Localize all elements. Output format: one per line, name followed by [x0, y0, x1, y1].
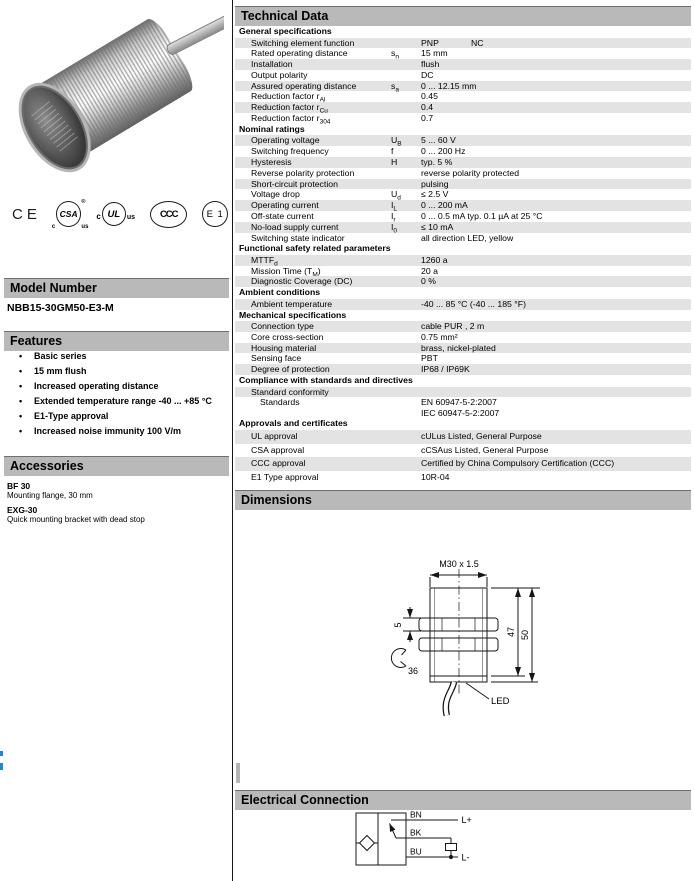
spec-value: 1260 a [421, 254, 448, 265]
sensor-barrel-image [18, 15, 198, 169]
spec-symbol [391, 471, 421, 485]
spec-value: PBT [421, 353, 438, 364]
spec-section-header: Mechanical specifications [239, 309, 347, 320]
sensor-symbol-icon [356, 836, 379, 851]
spec-label: Short-circuit protection [251, 178, 338, 189]
spec-symbol [391, 255, 421, 266]
spec-value: cULus Listed, General Purpose [421, 430, 542, 441]
spec-symbol [391, 353, 421, 364]
thread-dimension-label: M30 x 1.5 [439, 559, 479, 569]
spec-symbol [391, 343, 421, 354]
spec-row [235, 91, 691, 102]
accessory-name: EXG-30 [7, 504, 38, 515]
bullet-icon: • [19, 351, 23, 361]
spec-row [235, 222, 691, 233]
spec-symbol: $s_n$ [391, 48, 399, 62]
spec-symbol [391, 102, 421, 113]
sensor-endcap-label-etching [31, 101, 78, 151]
spec-label: No-load supply current [251, 221, 339, 232]
page-edge-mark [0, 751, 3, 756]
accessory-name: BF 30 [7, 481, 31, 491]
csa-mark-icon [51, 199, 89, 230]
spec-label: Diagnostic Coverage (DC) [251, 276, 353, 287]
csa-c-label: c [51, 224, 56, 230]
spec-row [235, 364, 691, 375]
spec-symbol: H [391, 156, 398, 167]
spec-label: Housing material [251, 342, 317, 353]
spec-symbol [391, 38, 421, 49]
bullet-icon: • [19, 366, 23, 376]
sensor-cable-image [165, 4, 224, 57]
spec-symbol [391, 233, 421, 244]
bullet-icon: • [19, 381, 23, 391]
terminal-lminus-label: L- [461, 852, 470, 863]
spec-value: 15 mm [421, 48, 448, 59]
spec-value: ≤ 10 mA [421, 221, 454, 232]
spec-symbol: f [391, 146, 394, 157]
spec-row [235, 255, 691, 266]
spec-label: Reduction factor $r_{Al}$ [251, 91, 326, 103]
feature-item: • Extended temperature range -40 ... +85 °C [19, 396, 212, 406]
feature-item: • Increased noise immunity 100 V/m [19, 426, 182, 436]
spec-value: DC [421, 69, 434, 80]
ul-c-label: c [96, 211, 101, 221]
product-photo [12, 4, 224, 180]
spec-label: Ambient temperature [251, 298, 333, 309]
technical-data-table [235, 26, 691, 485]
accessories-header: Accessories [4, 456, 229, 476]
technical-data-header: Technical Data [235, 6, 691, 26]
spec-row [235, 332, 691, 343]
spec-label: Sensing face [251, 353, 302, 364]
wire-bn-label: BN [410, 810, 422, 820]
spec-symbol [391, 266, 421, 277]
spec-symbol: $I_L$ [391, 200, 398, 213]
bullet-icon: • [19, 411, 23, 421]
ul-label: UL [102, 202, 126, 226]
spec-symbol [391, 59, 421, 70]
spec-value: 0.7 [421, 113, 434, 124]
spec-row [235, 135, 691, 149]
spec-symbol [391, 430, 421, 444]
model-number-value: NBB15-30GM50-E3-M [7, 302, 114, 314]
spec-value: 10R-04 [421, 472, 450, 483]
spec-row [235, 168, 691, 179]
spec-label: Standard conformity [251, 386, 329, 397]
body-length-label: 47 [506, 626, 516, 638]
features-list [4, 351, 222, 441]
features-header: Features [4, 331, 229, 351]
spec-row [235, 471, 691, 485]
spec-label: Operating current [251, 200, 319, 211]
spec-value: brass, nickel-plated [421, 342, 496, 353]
spec-label: $MTTF_d$ [251, 254, 278, 266]
spec-value: PNP NC [421, 37, 484, 48]
spec-value: typ. 5 % [421, 156, 453, 167]
spec-row [235, 343, 691, 354]
spec-symbol [391, 179, 421, 190]
page-edge-tab [236, 763, 240, 783]
spec-label: Reverse polarity protection [251, 167, 355, 178]
wire-bk-label: BK [410, 827, 422, 838]
spec-value: pulsing [421, 178, 449, 189]
spec-label: Off-state current [251, 210, 314, 221]
spec-label: UL approval [251, 430, 298, 441]
e1-mark-icon: E 1 [202, 201, 228, 227]
spec-symbol [391, 91, 421, 102]
cul-us-mark-icon [96, 202, 135, 226]
right-column [233, 0, 694, 881]
spec-value: 0 ... 12.15 mm [421, 80, 477, 91]
dimension-drawing [233, 511, 694, 787]
spec-row [235, 113, 691, 124]
spec-value [421, 387, 691, 398]
spec-row [235, 48, 691, 62]
csa-us-label: us [81, 224, 89, 230]
spec-label: Switching element function [251, 37, 355, 48]
electrical-connection-header: Electrical Connection [235, 790, 691, 810]
spec-value: 0.75 mm² [421, 331, 458, 342]
spec-value: cable PUR , 2 m [421, 321, 485, 332]
spec-symbol: $U_d$ [391, 189, 401, 203]
spec-label: Standards [260, 397, 300, 408]
feature-item: • Basic series [19, 351, 87, 361]
spec-value: 0.4 [421, 102, 434, 113]
spec-label: Reduction factor $r_{Cu}$ [251, 102, 328, 114]
spec-label: E1 Type approval [251, 472, 319, 483]
spec-symbol [391, 168, 421, 179]
spec-symbol: $I_0$ [391, 221, 398, 235]
spec-symbol [391, 364, 421, 375]
spec-row [235, 179, 691, 190]
spec-symbol [391, 321, 421, 332]
spec-value: cCSAus Listed, General Purpose [421, 444, 549, 455]
spec-value: 0 ... 200 mA [421, 200, 468, 211]
spec-label: Voltage drop [251, 189, 300, 200]
spec-row [235, 457, 691, 471]
spec-row [235, 200, 691, 211]
spec-section-header: General specifications [239, 26, 332, 36]
accessory-description: Mounting flange, 30 mm [7, 491, 93, 500]
total-length-label: 50 [520, 629, 530, 641]
spec-symbol [391, 444, 421, 458]
accessories-list [7, 477, 225, 524]
spec-symbol [391, 457, 421, 471]
spec-value-secondary: NC [471, 37, 484, 48]
spec-value: ≤ 2.5 V [421, 189, 449, 200]
spec-label: Mission Time $(T_M)$ [251, 265, 321, 277]
spec-row [235, 430, 691, 444]
led-label: LED [491, 696, 510, 707]
csa-label: CSA [59, 209, 78, 219]
spec-label: Rated operating distance [251, 48, 348, 59]
spec-value: EN 60947-5-2:2007 IEC 60947-5-2:2007 [421, 397, 500, 418]
spec-value: IP68 / IP69K [421, 364, 470, 375]
wrench-size-label: 36 [408, 666, 419, 676]
spec-symbol [391, 70, 421, 81]
spec-symbol [391, 397, 421, 418]
spec-label: Connection type [251, 321, 314, 332]
spec-label: Output polarity [251, 69, 308, 80]
bullet-icon: • [19, 396, 23, 406]
spec-label: Switching frequency [251, 146, 329, 157]
spec-label: CSA approval [251, 444, 305, 455]
spec-row [235, 387, 691, 398]
spec-value: 0 ... 0.5 mA typ. 0.1 µA at 25 °C [421, 210, 543, 221]
terminal-lplus-label: L+ [461, 815, 472, 825]
spec-value: 0 % [421, 276, 436, 287]
wiring-diagram [233, 810, 694, 874]
spec-row [235, 266, 691, 277]
spec-section-header: Approvals and certificates [239, 418, 348, 429]
spec-label: Installation [251, 59, 293, 70]
spec-section-header: Nominal ratings [239, 123, 305, 134]
accessory-description: Quick mounting bracket with dead stop [7, 514, 145, 524]
spec-symbol: $s_a$ [391, 80, 399, 94]
spec-symbol [391, 276, 421, 287]
spec-symbol [391, 332, 421, 343]
spec-label: Degree of protection [251, 364, 330, 375]
spec-row [235, 276, 691, 287]
spec-label: Hysteresis [251, 156, 292, 167]
spec-value: 0 ... 200 Hz [421, 146, 466, 157]
bullet-icon: • [19, 426, 23, 436]
page-edge-mark [0, 763, 3, 770]
spec-symbol: $I_r$ [391, 210, 396, 224]
spec-row [235, 189, 691, 203]
spec-label: CCC approval [251, 458, 306, 469]
spec-row [235, 299, 691, 310]
spec-label: Reduction factor $r_{304}$ [251, 113, 331, 124]
switch-symbol-icon [390, 824, 397, 839]
spec-label: Core cross-section [251, 331, 324, 342]
wrench-icon [391, 649, 406, 668]
spec-row [235, 233, 691, 244]
spec-value: -40 ... 85 °C (-40 ... 185 °F) [421, 298, 526, 309]
spec-row [235, 70, 691, 81]
feature-item: • E1-Type approval [19, 411, 109, 421]
dimensions-header: Dimensions [235, 490, 691, 510]
spec-value: 5 ... 60 V [421, 135, 456, 146]
spec-value: Certified by China Compulsory Certification (CCC) [421, 458, 615, 469]
spec-section-header: Functional safety related parameters [239, 243, 391, 254]
spec-row [235, 321, 691, 332]
csa-registered-label: ® [81, 199, 86, 205]
spec-section-header: Compliance with standards and directives [239, 375, 413, 386]
spec-row [235, 211, 691, 222]
spec-symbol [391, 387, 421, 398]
spec-value: 20 a [421, 265, 438, 276]
ce-mark-icon: CE [12, 205, 41, 223]
spec-row [235, 397, 691, 418]
spec-row [235, 146, 691, 157]
nut-height-label: 5 [393, 622, 403, 628]
spec-row [235, 81, 691, 92]
spec-row [235, 353, 691, 364]
spec-label: Switching state indicator [251, 232, 345, 243]
spec-label: Assured operating distance [251, 80, 357, 91]
feature-item: • 15 mm flush [19, 366, 87, 376]
spec-row [235, 38, 691, 49]
ul-us-label: us [126, 213, 136, 221]
spec-symbol: $U_B$ [391, 135, 402, 149]
wire-bu-label: BU [410, 846, 422, 857]
spec-row [235, 157, 691, 168]
spec-value: reverse polarity protected [421, 167, 520, 178]
model-number-header: Model Number [4, 278, 229, 298]
left-column [4, 0, 229, 881]
ccc-mark-icon: CCC [150, 201, 187, 228]
spec-value: 0.45 [421, 91, 438, 102]
spec-label: Operating voltage [251, 135, 320, 146]
load-symbol-icon [446, 844, 457, 851]
feature-item: • Increased operating distance [19, 381, 159, 391]
spec-row [235, 444, 691, 458]
spec-symbol [391, 299, 421, 310]
spec-symbol [391, 113, 421, 124]
spec-value: flush [421, 59, 440, 70]
spec-value: all direction LED, yellow [421, 232, 514, 243]
spec-section-header: Ambient conditions [239, 287, 321, 298]
spec-row [235, 102, 691, 113]
spec-row [235, 59, 691, 70]
certification-marks [12, 196, 228, 232]
